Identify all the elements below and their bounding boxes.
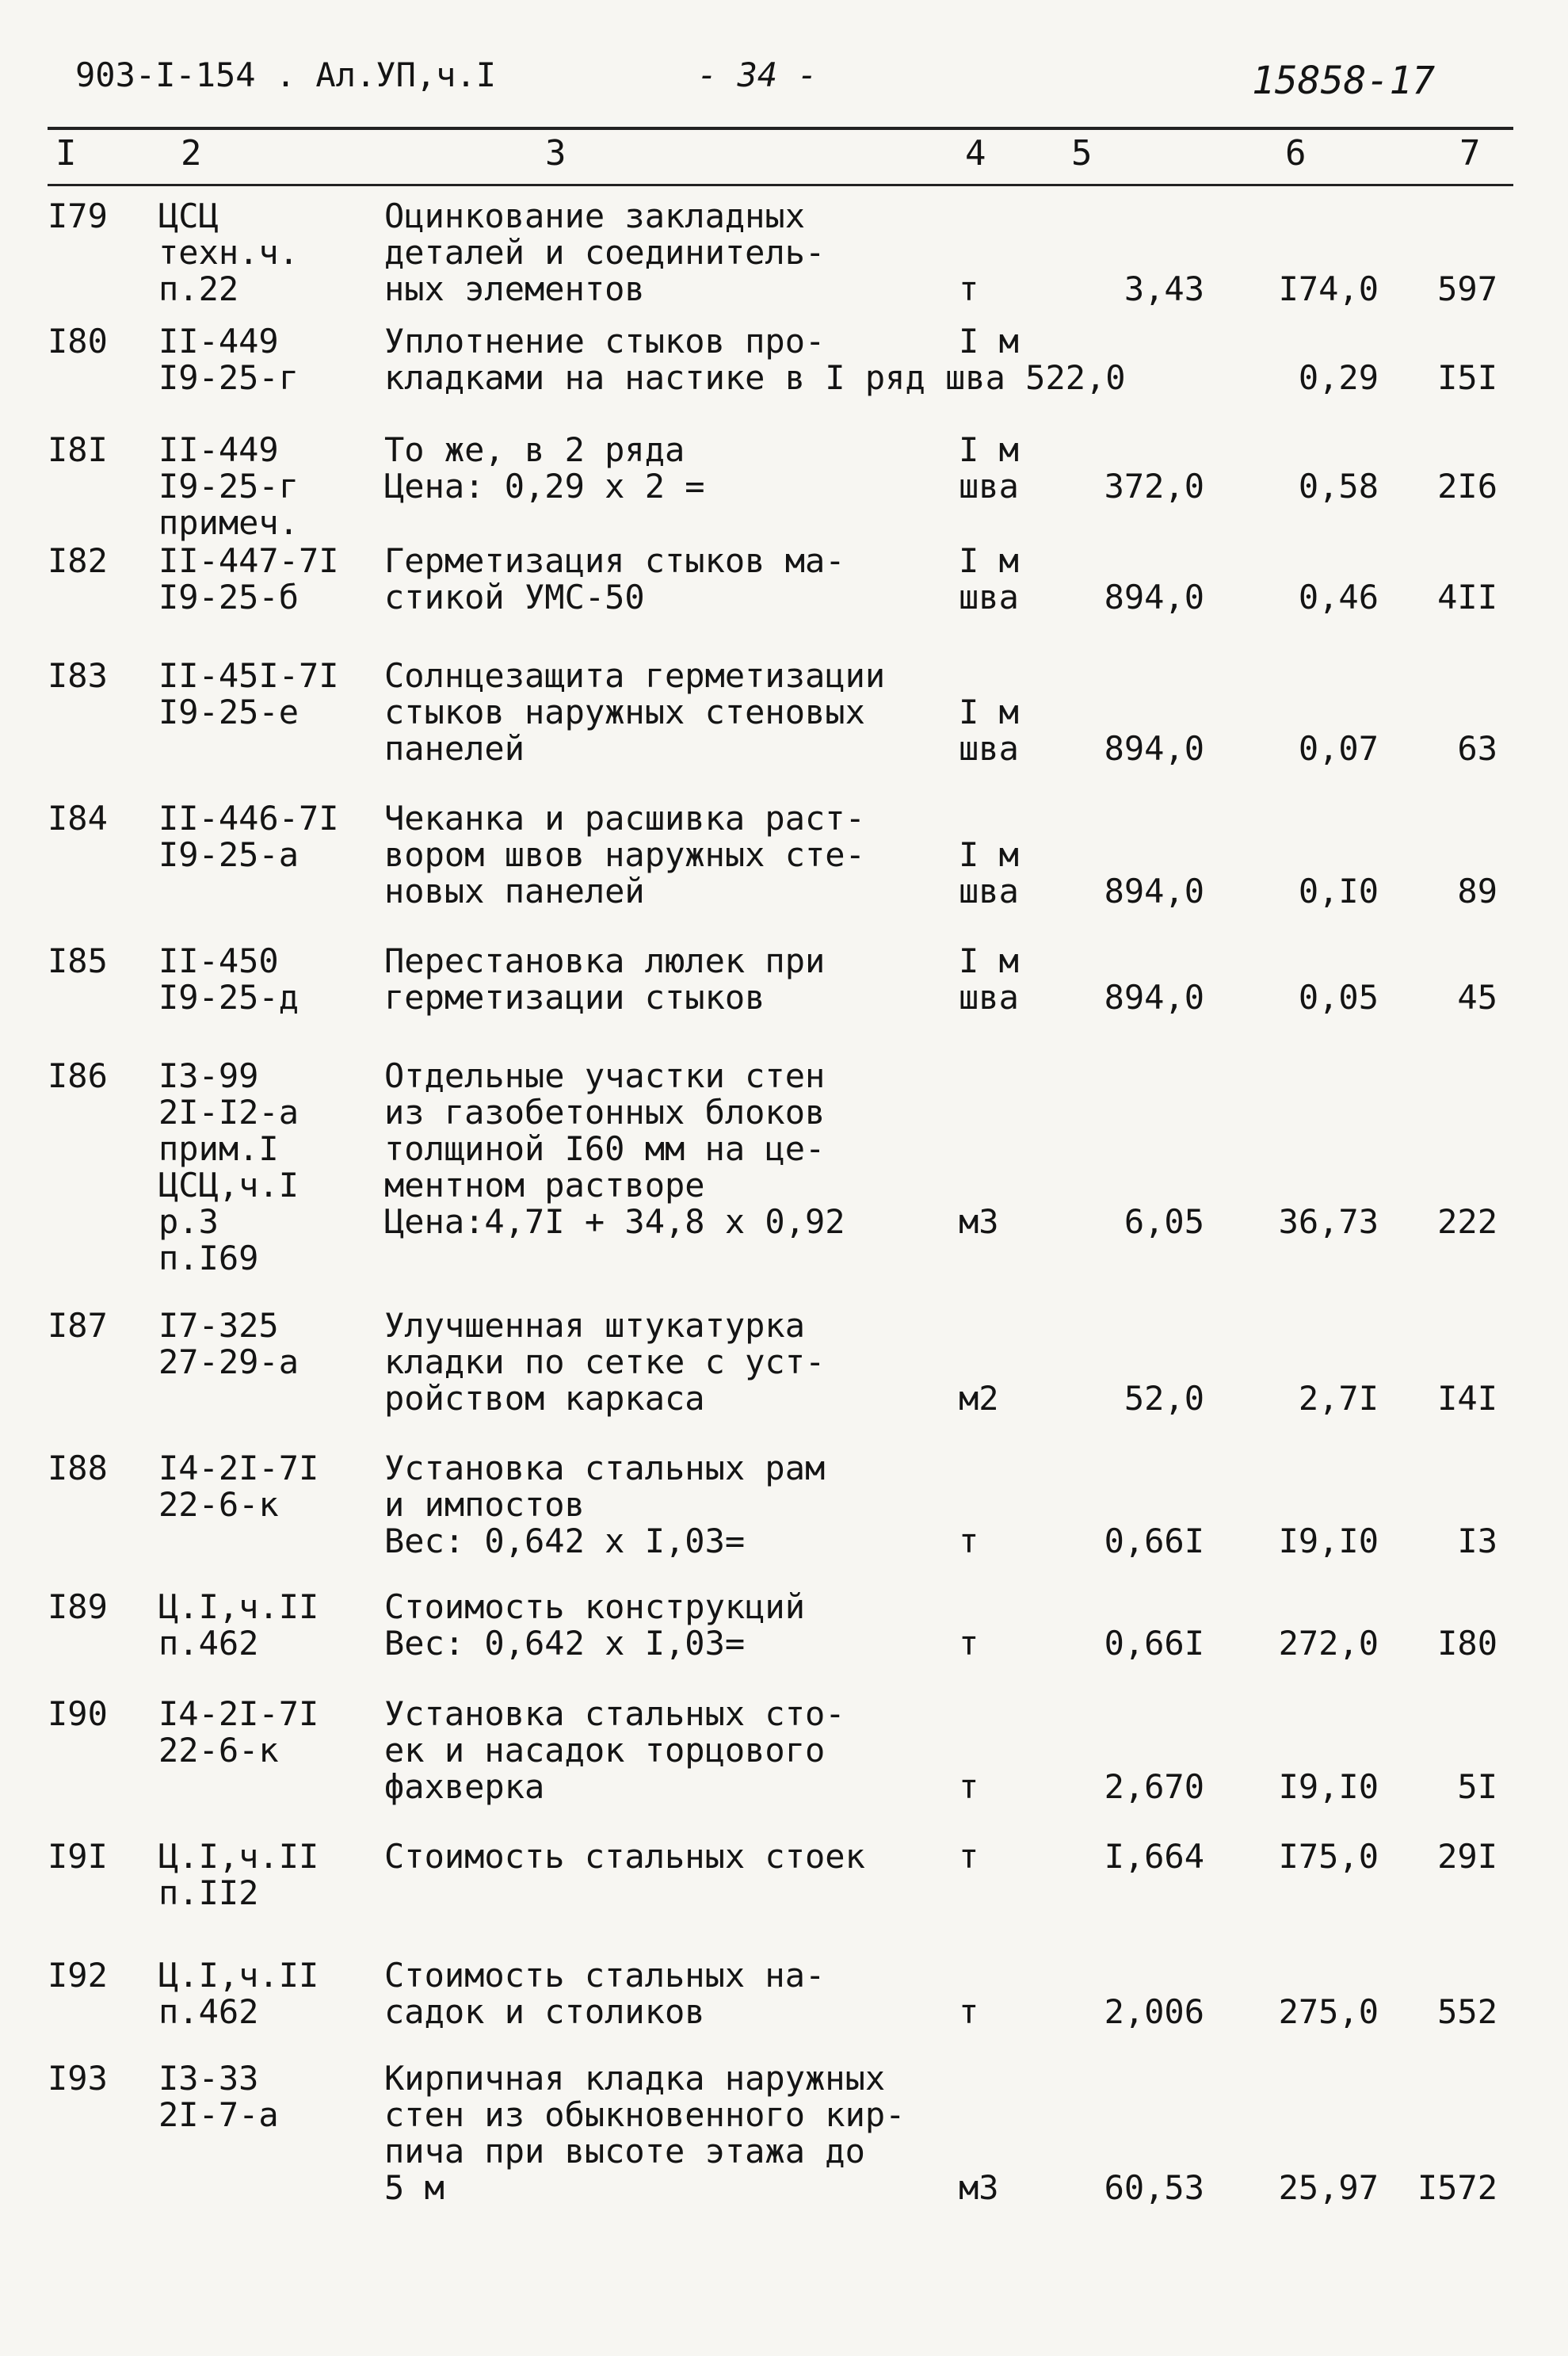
reference-code-line: 27-29-а xyxy=(158,1342,299,1381)
unit-of-measure-line: I м xyxy=(959,322,1019,361)
row-number: I92 xyxy=(48,1956,108,1995)
unit-of-measure-line xyxy=(959,658,1019,694)
work-description-line: Установка стальных рам xyxy=(384,1449,826,1487)
reference-code-line: техн.ч. xyxy=(158,233,299,272)
unit-of-measure-line: шва xyxy=(959,729,1019,768)
reference-code-line: р.3 xyxy=(158,1202,219,1241)
unit-of-measure-line: т xyxy=(959,269,979,308)
unit-of-measure-line xyxy=(959,1450,979,1487)
total-cost: I3 xyxy=(1457,1522,1497,1560)
total-cost: 63 xyxy=(1457,729,1497,768)
reference-code-line: I4-2I-7I xyxy=(158,1694,319,1733)
unit-price: 0,46 xyxy=(1298,578,1379,617)
unit-price: 0,I0 xyxy=(1298,872,1379,911)
unit-of-measure-line xyxy=(959,1308,999,1344)
reference-code-line: I9-25-а xyxy=(158,835,299,874)
work-description-line: Стоимость конструкций xyxy=(384,1587,806,1626)
unit-of-measure-line: I м xyxy=(959,835,1019,874)
quantity: 60,53 xyxy=(1104,2168,1204,2207)
unit-of-measure xyxy=(959,432,1019,505)
reference-code xyxy=(158,2060,279,2133)
unit-of-measure xyxy=(959,543,1019,616)
unit-of-measure-line xyxy=(959,1131,999,1167)
reference-code xyxy=(158,1058,299,1277)
unit-of-measure xyxy=(959,1308,999,1417)
reference-code xyxy=(158,1957,319,2030)
unit-of-measure-line: I м xyxy=(959,430,1019,469)
column-header-5: 5 xyxy=(1071,133,1093,174)
reference-code-line: 2I-7-а xyxy=(158,2095,279,2134)
work-description-line: Чеканка и расшивка раст- xyxy=(384,799,865,838)
unit-of-measure-line: шва xyxy=(959,578,1019,617)
work-description xyxy=(384,1308,825,1417)
quantity: 0,66I xyxy=(1104,1522,1204,1560)
quantity: 894,0 xyxy=(1104,978,1204,1017)
row-number: I86 xyxy=(48,1056,108,1095)
row-number: I9I xyxy=(48,1837,108,1876)
unit-price: 0,07 xyxy=(1298,729,1379,768)
total-cost: I572 xyxy=(1417,2168,1497,2207)
reference-code xyxy=(158,1589,319,1662)
reference-code-line: II-449 xyxy=(158,322,279,361)
total-cost: 2I6 xyxy=(1437,467,1497,506)
work-description-line: Перестановка люлек при xyxy=(384,941,826,980)
row-number: I93 xyxy=(48,2059,108,2098)
header-rule-bottom xyxy=(48,184,1513,186)
reference-code-line: II-449 xyxy=(158,430,279,469)
unit-price: 0,05 xyxy=(1298,978,1379,1017)
unit-of-measure-line: т xyxy=(959,1837,979,1876)
reference-code-line: прим.I xyxy=(158,1129,279,1168)
unit-of-measure-line xyxy=(959,1058,999,1094)
unit-of-measure-line xyxy=(959,2060,999,2097)
work-description-line: пича при высоте этажа до xyxy=(384,2132,865,2171)
unit-of-measure-line xyxy=(959,1732,979,1769)
reference-code-line: п.II2 xyxy=(158,1873,259,1912)
work-description xyxy=(384,658,885,767)
unit-price: I75,0 xyxy=(1278,1837,1379,1876)
work-description xyxy=(384,800,865,910)
unit-of-measure-line xyxy=(959,2097,999,2133)
work-description-line: 5 м xyxy=(384,2168,444,2207)
reference-code-line: II-447-7I xyxy=(158,541,339,580)
unit-of-measure-line xyxy=(959,1167,999,1204)
column-header-2: 2 xyxy=(181,133,202,174)
row-number: I89 xyxy=(48,1587,108,1626)
row-number: I82 xyxy=(48,541,108,580)
work-description xyxy=(384,432,705,505)
reference-code-line: I4-2I-7I xyxy=(158,1449,319,1487)
unit-of-measure-line xyxy=(959,1344,999,1380)
quantity: I,664 xyxy=(1104,1837,1204,1876)
work-description xyxy=(384,1696,845,1805)
row-number: I88 xyxy=(48,1449,108,1487)
work-description-line: ных элементов xyxy=(384,269,645,308)
work-description-line: новых панелей xyxy=(384,872,645,911)
work-description-line: Солнцезащита герметизации xyxy=(384,656,886,695)
work-description-line: герметизации стыков xyxy=(384,978,765,1017)
work-description-line: То же, в 2 ряда xyxy=(384,430,685,469)
work-description-line: Стоимость стальных на- xyxy=(384,1956,826,1995)
reference-code xyxy=(158,1450,319,1523)
reference-code-line: II-446-7I xyxy=(158,799,339,838)
total-cost: 29I xyxy=(1437,1837,1497,1876)
row-number: I79 xyxy=(48,197,108,235)
total-cost: 597 xyxy=(1437,269,1497,308)
unit-of-measure-line xyxy=(959,1696,979,1732)
unit-price: I74,0 xyxy=(1278,269,1379,308)
work-description-line: деталей и соединитель- xyxy=(384,233,826,272)
reference-code xyxy=(158,543,339,616)
work-description-line: стикой УМС-50 xyxy=(384,578,645,617)
work-description-line: и импостов xyxy=(384,1485,585,1524)
unit-of-measure-line xyxy=(959,1487,979,1523)
column-header-4: 4 xyxy=(965,133,986,174)
work-description-line: Отдельные участки стен xyxy=(384,1056,826,1095)
unit-price: 25,97 xyxy=(1278,2168,1379,2207)
unit-of-measure-line: т xyxy=(959,1624,979,1663)
total-cost: 4II xyxy=(1437,578,1497,617)
total-cost: 45 xyxy=(1457,978,1497,1017)
reference-code-line: II-450 xyxy=(158,941,279,980)
quantity: 894,0 xyxy=(1104,872,1204,911)
total-cost: 222 xyxy=(1437,1202,1497,1241)
row-number: I87 xyxy=(48,1306,108,1345)
unit-of-measure xyxy=(959,1589,979,1662)
work-description-line: ек и насадок торцового xyxy=(384,1731,826,1770)
unit-of-measure xyxy=(959,658,1019,767)
unit-of-measure-line: I м xyxy=(959,541,1019,580)
reference-code-line: II-45I-7I xyxy=(158,656,339,695)
reference-code-line: I9-25-г xyxy=(158,358,299,397)
unit-of-measure-line xyxy=(959,360,1019,396)
unit-price: 36,73 xyxy=(1278,1202,1379,1241)
unit-of-measure-line: т xyxy=(959,1522,979,1560)
reference-code xyxy=(158,432,299,541)
document-code: 903-I-154 . Ал.УП,ч.I xyxy=(75,55,497,94)
unit-of-measure-line: шва xyxy=(959,467,1019,506)
reference-code-line: 2I-I2-а xyxy=(158,1093,299,1132)
work-description xyxy=(384,1058,845,1240)
work-description-line: Оцинкование закладных xyxy=(384,197,806,235)
unit-of-measure-line: шва xyxy=(959,978,1019,1017)
unit-of-measure-line: м2 xyxy=(959,1379,999,1418)
work-description-line: Стоимость стальных стоек xyxy=(384,1837,865,1876)
column-header-3: 3 xyxy=(545,133,567,174)
unit-of-measure xyxy=(959,943,1019,1016)
quantity: 52,0 xyxy=(1124,1379,1204,1418)
reference-code xyxy=(158,1308,299,1380)
quantity: 2,670 xyxy=(1104,1767,1204,1806)
reference-code xyxy=(158,323,299,396)
work-description-line: стыков наружных стеновых xyxy=(384,693,865,731)
unit-price: 0,29 xyxy=(1298,358,1379,397)
unit-of-measure-line: т xyxy=(959,1767,979,1806)
reference-code-line: ЦСЦ,ч.I xyxy=(158,1166,299,1205)
work-description-line: кладки по сетке с уст- xyxy=(384,1342,826,1381)
quantity: 3,43 xyxy=(1124,269,1204,308)
unit-of-measure xyxy=(959,1957,979,2030)
unit-price: I9,I0 xyxy=(1278,1767,1379,1806)
reference-code-line: I9-25-б xyxy=(158,578,299,617)
unit-price: 2,7I xyxy=(1298,1379,1379,1418)
reference-code-line: I7-325 xyxy=(158,1306,279,1345)
reference-code-line: п.I69 xyxy=(158,1239,259,1277)
unit-of-measure xyxy=(959,1839,979,1875)
work-description xyxy=(384,1589,805,1662)
column-header-1: I xyxy=(55,133,77,174)
row-number: I8I xyxy=(48,430,108,469)
total-cost: 89 xyxy=(1457,872,1497,911)
unit-of-measure xyxy=(959,1450,979,1560)
unit-of-measure-line xyxy=(959,1094,999,1131)
unit-of-measure xyxy=(959,2060,999,2206)
page-header xyxy=(0,48,1568,119)
total-cost: 5I xyxy=(1457,1767,1497,1806)
work-description xyxy=(384,1839,865,1875)
reference-code xyxy=(158,1696,319,1769)
reference-code-line: Ц.I,ч.II xyxy=(158,1837,319,1876)
reference-code-line: 22-6-к xyxy=(158,1485,279,1524)
total-cost: I4I xyxy=(1437,1379,1497,1418)
unit-of-measure-line xyxy=(959,235,979,271)
total-cost: I80 xyxy=(1437,1624,1497,1663)
work-description-line: Цена:4,7I + 34,8 х 0,92 xyxy=(384,1202,845,1241)
unit-of-measure xyxy=(959,800,1019,910)
work-description xyxy=(384,198,825,307)
unit-of-measure xyxy=(959,198,979,307)
total-cost: 552 xyxy=(1437,1992,1497,2031)
total-cost: I5I xyxy=(1437,358,1497,397)
reference-code-line: примеч. xyxy=(158,503,299,542)
unit-of-measure-line: I м xyxy=(959,693,1019,731)
work-description-line: Уплотнение стыков про- xyxy=(384,322,826,361)
work-description xyxy=(384,1957,825,2030)
reference-code-line: ЦСЦ xyxy=(158,197,219,235)
unit-price: 272,0 xyxy=(1278,1624,1379,1663)
work-description xyxy=(384,1450,825,1560)
reference-code xyxy=(158,658,339,731)
work-description-line: фахверка xyxy=(384,1767,545,1806)
reference-code-line: I3-99 xyxy=(158,1056,259,1095)
row-number: I83 xyxy=(48,656,108,695)
work-description xyxy=(384,543,845,616)
unit-of-measure-line xyxy=(959,1957,979,1994)
reference-code xyxy=(158,800,339,873)
reference-code-line: I9-25-д xyxy=(158,978,299,1017)
quantity: 6,05 xyxy=(1124,1202,1204,1241)
quantity: 894,0 xyxy=(1104,578,1204,617)
unit-of-measure-line: I м xyxy=(959,941,1019,980)
registration-number: 15858-17 xyxy=(1252,59,1436,103)
quantity: 372,0 xyxy=(1104,467,1204,506)
work-description-line: Цена: 0,29 х 2 = xyxy=(384,467,705,506)
header-rule-top xyxy=(48,127,1513,130)
quantity: 2,006 xyxy=(1104,1992,1204,2031)
reference-code xyxy=(158,1839,319,1911)
unit-of-measure xyxy=(959,323,1019,396)
unit-of-measure-line xyxy=(959,1589,979,1625)
unit-of-measure-line: шва xyxy=(959,872,1019,911)
reference-code-line: I3-33 xyxy=(158,2059,259,2098)
work-description-line: садок и столиков xyxy=(384,1992,705,2031)
work-description-line: ройством каркаса xyxy=(384,1379,705,1418)
column-header-6: 6 xyxy=(1285,133,1307,174)
work-description-line: кладками на настике в I ряд шва 522,0 xyxy=(384,358,1126,397)
reference-code-line: п.462 xyxy=(158,1992,259,2031)
reference-code-line: Ц.I,ч.II xyxy=(158,1587,319,1626)
reference-code xyxy=(158,198,299,307)
unit-price: 0,58 xyxy=(1298,467,1379,506)
work-description xyxy=(384,2060,905,2206)
work-description-line: ментном растворе xyxy=(384,1166,705,1205)
reference-code-line: п.462 xyxy=(158,1624,259,1663)
unit-of-measure-line xyxy=(959,2133,999,2170)
quantity: 894,0 xyxy=(1104,729,1204,768)
row-number: I84 xyxy=(48,799,108,838)
unit-of-measure xyxy=(959,1058,999,1240)
reference-code-line: Ц.I,ч.II xyxy=(158,1956,319,1995)
unit-of-measure-line: м3 xyxy=(959,2168,999,2207)
work-description-line: из газобетонных блоков xyxy=(384,1093,826,1132)
column-header-7: 7 xyxy=(1459,133,1481,174)
reference-code-line: I9-25-е xyxy=(158,693,299,731)
work-description-line: Кирпичная кладка наружных xyxy=(384,2059,886,2098)
reference-code xyxy=(158,943,299,1016)
work-description xyxy=(384,943,825,1016)
quantity: 0,66I xyxy=(1104,1624,1204,1663)
work-description-line: Улучшенная штукатурка xyxy=(384,1306,806,1345)
unit-of-measure-line: т xyxy=(959,1992,979,2031)
work-description-line: Герметизация стыков ма- xyxy=(384,541,845,580)
reference-code-line: 22-6-к xyxy=(158,1731,279,1770)
reference-code-line: п.22 xyxy=(158,269,239,308)
work-description-line: вором швов наружных сте- xyxy=(384,835,865,874)
work-description-line: панелей xyxy=(384,729,525,768)
unit-of-measure xyxy=(959,1696,979,1805)
row-number: I80 xyxy=(48,322,108,361)
work-description-line: Установка стальных сто- xyxy=(384,1694,845,1733)
unit-price: 275,0 xyxy=(1278,1992,1379,2031)
work-description-line: толщиной I60 мм на це- xyxy=(384,1129,826,1168)
page-number: - 34 - xyxy=(697,55,818,94)
unit-price: I9,I0 xyxy=(1278,1522,1379,1560)
unit-of-measure-line: м3 xyxy=(959,1202,999,1241)
reference-code-line: I9-25-г xyxy=(158,467,299,506)
unit-of-measure-line xyxy=(959,800,1019,837)
work-description-line: стен из обыкновенного кир- xyxy=(384,2095,906,2134)
row-number: I90 xyxy=(48,1694,108,1733)
unit-of-measure-line xyxy=(959,198,979,235)
work-description-line: Вес: 0,642 х I,03= xyxy=(384,1522,746,1560)
row-number: I85 xyxy=(48,941,108,980)
work-description-line: Вес: 0,642 х I,03= xyxy=(384,1624,746,1663)
